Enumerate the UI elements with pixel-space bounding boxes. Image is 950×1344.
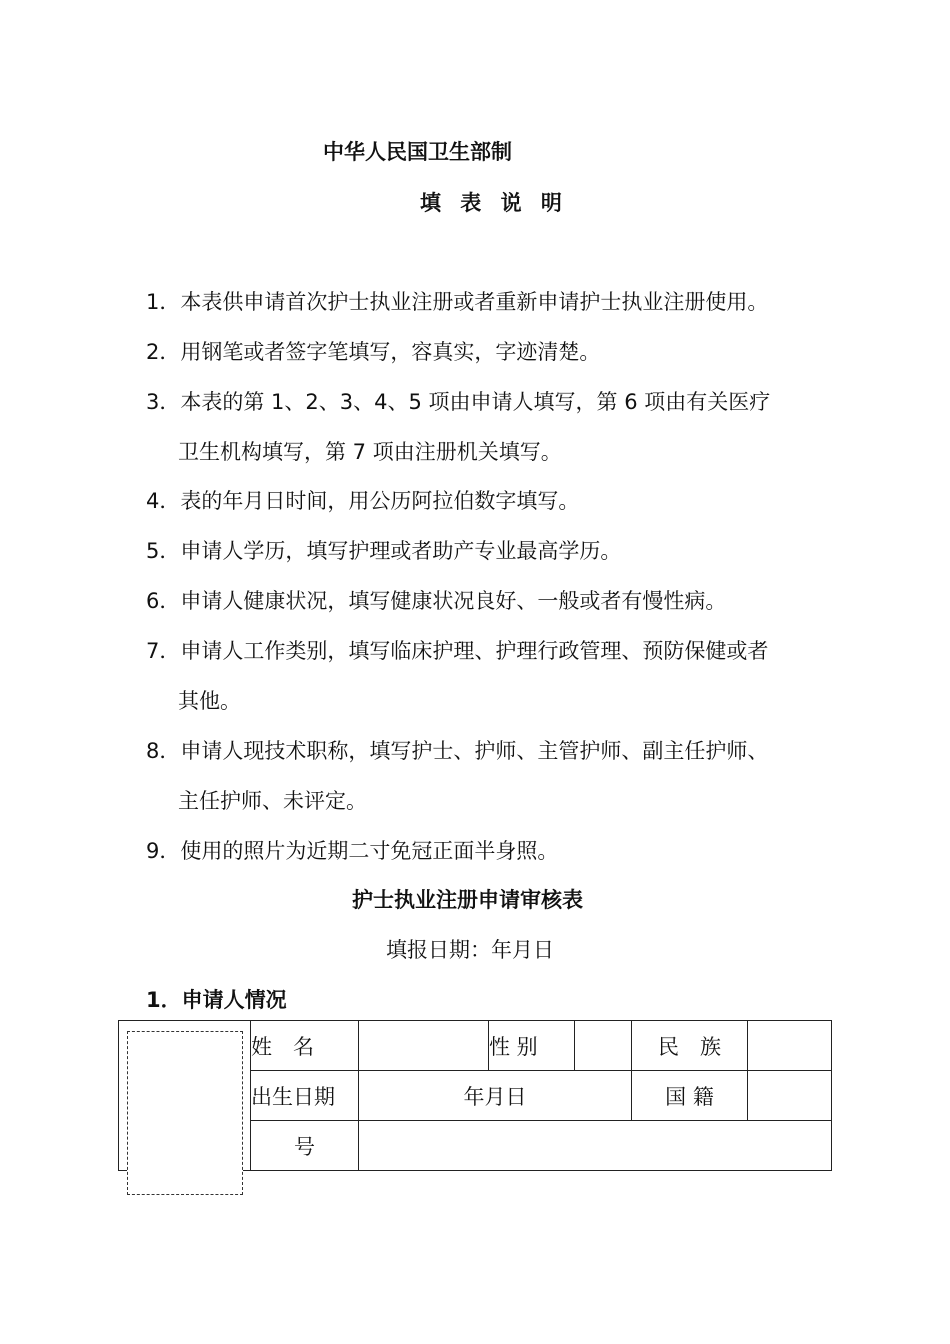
- fill-date: 填报日期：年月日: [386, 938, 554, 962]
- nationality-field[interactable]: [748, 1071, 832, 1121]
- instructions-heading: 填 表 说 明: [420, 191, 568, 215]
- section-applicant-info: 1．申请人情况: [146, 988, 287, 1012]
- instruction-5: 5．申请人学历，填写护理或者助产专业最高学历。: [146, 539, 622, 563]
- form-title: 护士执业注册申请审核表: [352, 888, 583, 912]
- birth-date-field[interactable]: 年月日: [359, 1071, 632, 1121]
- name-field[interactable]: [359, 1021, 489, 1071]
- name-label: 姓 名: [251, 1021, 359, 1071]
- gender-field[interactable]: [575, 1021, 632, 1071]
- gender-label: 性 别: [489, 1021, 575, 1071]
- ethnicity-field[interactable]: [748, 1021, 832, 1071]
- instruction-7-continued: 其他。: [178, 689, 241, 713]
- instruction-2: 2．用钢笔或者签字笔填写，容真实，字迹清楚。: [146, 340, 601, 364]
- instruction-8: 8．申请人现技术职称，填写护士、护师、主管护师、副主任护师、: [146, 739, 769, 763]
- id-number-label: 号: [251, 1121, 359, 1171]
- issuing-authority: 中华人民国卫生部制: [323, 140, 512, 164]
- instruction-3-continued: 卫生机构填写，第 7 项由注册机关填写。: [178, 440, 562, 464]
- id-number-field[interactable]: [359, 1121, 832, 1171]
- instruction-3: 3．本表的第 1、2、3、4、5 项由申请人填写，第 6 项由有关医疗: [146, 390, 771, 414]
- instruction-8-continued: 主任护师、未评定。: [178, 789, 367, 813]
- instruction-7: 7．申请人工作类别，填写临床护理、护理行政管理、预防保健或者: [146, 639, 769, 663]
- instruction-4: 4．表的年月日时间，用公历阿拉伯数字填写。: [146, 489, 580, 513]
- birth-date-label: 出生日期: [251, 1071, 359, 1121]
- ethnicity-label: 民 族: [632, 1021, 748, 1071]
- photo-placeholder[interactable]: [127, 1031, 243, 1195]
- instruction-6: 6．申请人健康状况，填写健康状况良好、一般或者有慢性病。: [146, 589, 727, 613]
- instruction-9: 9．使用的照片为近期二寸免冠正面半身照。: [146, 839, 559, 863]
- instruction-1: 1．本表供申请首次护士执业注册或者重新申请护士执业注册使用。: [146, 290, 769, 314]
- nationality-label: 国 籍: [632, 1071, 748, 1121]
